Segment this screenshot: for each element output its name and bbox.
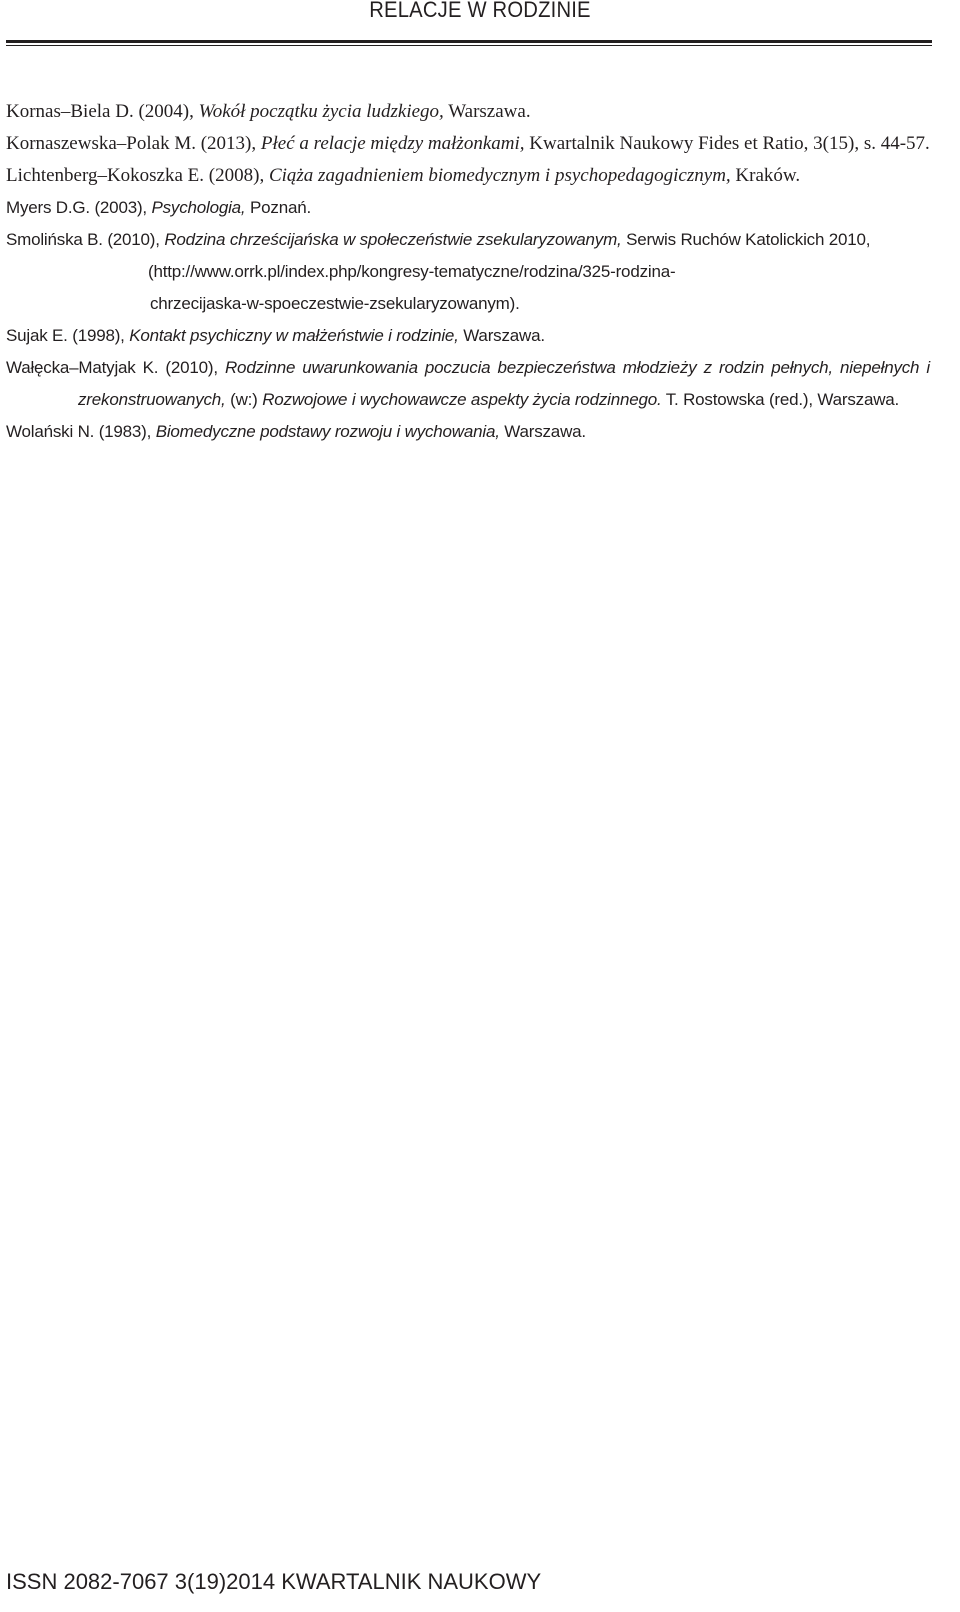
reference-entry-kornaszewska-polak (6, 128, 930, 160)
page-header-title: RELACJE W RODZINIE (369, 0, 591, 22)
reference-title: Biomedyczne podstawy rozwoju i wychowania, (155, 422, 500, 441)
reference-publication: T. Rostowska (red.), Warszawa. (665, 390, 900, 409)
reference-entry-wolanski (6, 416, 930, 448)
reference-entry-kornas-biela (6, 96, 930, 128)
reference-url-line-1: (http://www.orrk.pl/index.php/kongresy-tematyczne/rodzina/325-rodzina- (148, 262, 676, 281)
reference-entry-myers (6, 192, 930, 224)
reference-publication: Warszawa. (448, 101, 531, 122)
reference-author: Smolińska B. (2010), (6, 230, 160, 249)
reference-publication: Kraków. (735, 165, 801, 186)
header-divider (6, 40, 932, 43)
reference-book-title: Rozwojowe i wychowawcze aspekty życia rodzinnego. (262, 390, 662, 409)
reference-title: Wokół początku życia ludzkiego, (198, 101, 444, 122)
reference-title: Rodzinne uwarunkowania poczucia bezpieczeństwa młodzieży z rodzin pełnych, niepełnych i zrekonstruowanych, (78, 358, 930, 409)
reference-author: Wolański N. (1983), (6, 422, 152, 441)
page-footer: ISSN 2082-7067 3(19)2014 KWARTALNIK NAUKOWY (6, 1569, 542, 1594)
reference-author: Sujak E. (1998), (6, 326, 125, 345)
reference-title: Płeć a relacje między małżonkami, (260, 133, 525, 154)
reference-publication: Warszawa. (463, 326, 545, 345)
reference-entry-lichtenberg-kokoszka (6, 160, 930, 192)
reference-entry-walecka-matyjak (6, 352, 930, 416)
reference-publication: Poznań. (250, 198, 311, 217)
reference-title: Ciąża zagadnieniem biomedycznym i psychopedagogicznym, (268, 165, 731, 186)
reference-publication: Serwis Ruchów Katolickich 2010, (626, 230, 871, 249)
reference-author: Wałęcka–Matyjak K. (2010), (6, 358, 218, 377)
reference-title: Rodzina chrześcijańska w społeczeństwie zsekularyzowanym, (164, 230, 622, 249)
reference-publication: Warszawa. (504, 422, 586, 441)
reference-title: Psychologia, (151, 198, 246, 217)
reference-author: Kornas–Biela D. (2004), (6, 101, 194, 122)
reference-entry-sujak (6, 320, 930, 352)
reference-entry-smolinska (6, 224, 930, 320)
reference-in-marker: (w:) (230, 390, 258, 409)
reference-author: Kornaszewska–Polak M. (2013), (6, 133, 257, 154)
reference-author: Myers D.G. (2003), (6, 198, 147, 217)
reference-title: Kontakt psychiczny w małżeństwie i rodzinie, (129, 326, 459, 345)
bibliography-list (6, 96, 930, 448)
reference-url-line-2: chrzecijaska-w-spoeczestwie-zsekularyzowanym). (150, 294, 520, 313)
reference-publication: Kwartalnik Naukowy Fides et Ratio, 3(15), s. 44-57. (529, 133, 930, 154)
reference-author: Lichtenberg–Kokoszka E. (2008), (6, 165, 265, 186)
